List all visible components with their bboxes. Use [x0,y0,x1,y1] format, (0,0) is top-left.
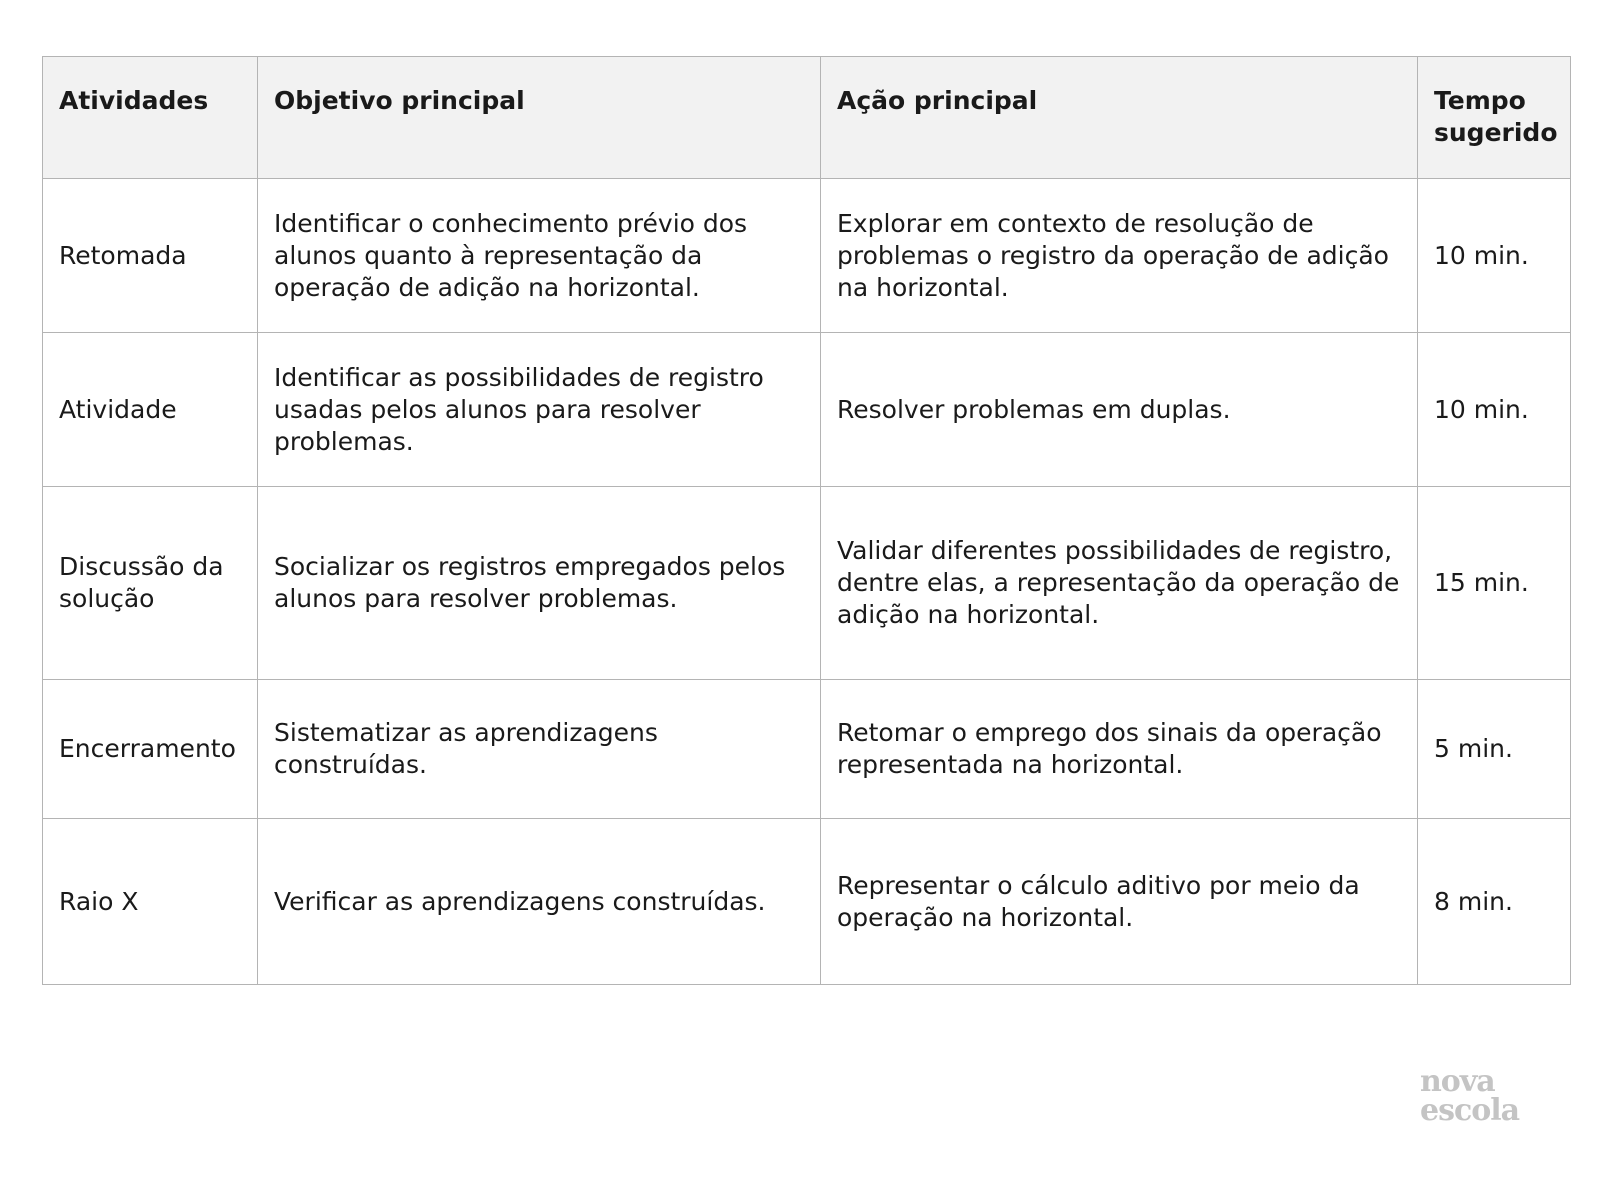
table-row [43,333,1571,487]
table-row [43,680,1571,819]
cell-atividade: Atividade [43,333,258,487]
cell-tempo: 5 min. [1418,680,1571,819]
cell-objetivo: Verificar as aprendizagens construídas. [258,819,821,985]
logo-line-escola: escola [1420,1093,1520,1128]
header-tempo: Tempo sugerido [1418,57,1571,179]
header-acao: Ação principal [821,57,1418,179]
nova-escola-logo [1420,1064,1540,1128]
cell-acao: Retomar o emprego dos sinais da operação representada na horizontal. [821,680,1418,819]
cell-acao: Explorar em contexto de resolução de problemas o registro da operação de adição na horizontal. [821,179,1418,333]
cell-tempo: 15 min. [1418,487,1571,680]
logo-line-nova: nova [1420,1064,1495,1099]
table-body [43,179,1571,985]
cell-acao: Representar o cálculo aditivo por meio da operação na horizontal. [821,819,1418,985]
table-row [43,487,1571,680]
cell-tempo: 8 min. [1418,819,1571,985]
header-objetivo: Objetivo principal [258,57,821,179]
cell-acao: Validar diferentes possibilidades de registro, dentre elas, a representação da operação de adição na horizontal. [821,487,1418,680]
header-row [43,57,1571,179]
header-atividades: Atividades [43,57,258,179]
cell-acao: Resolver problemas em duplas. [821,333,1418,487]
table-header [43,57,1571,179]
table-row [43,179,1571,333]
cell-objetivo: Sistematizar as aprendizagens construídas. [258,680,821,819]
table-row [43,819,1571,985]
lesson-plan-table [42,56,1571,985]
cell-atividade: Discussão da solução [43,487,258,680]
cell-atividade: Retomada [43,179,258,333]
cell-objetivo: Socializar os registros empregados pelos alunos para resolver problemas. [258,487,821,680]
cell-objetivo: Identificar as possibilidades de registro usadas pelos alunos para resolver problemas. [258,333,821,487]
cell-objetivo: Identificar o conhecimento prévio dos alunos quanto à representação da operação de adição na horizontal. [258,179,821,333]
cell-atividade: Raio X [43,819,258,985]
cell-tempo: 10 min. [1418,333,1571,487]
cell-tempo: 10 min. [1418,179,1571,333]
cell-atividade: Encerramento [43,680,258,819]
